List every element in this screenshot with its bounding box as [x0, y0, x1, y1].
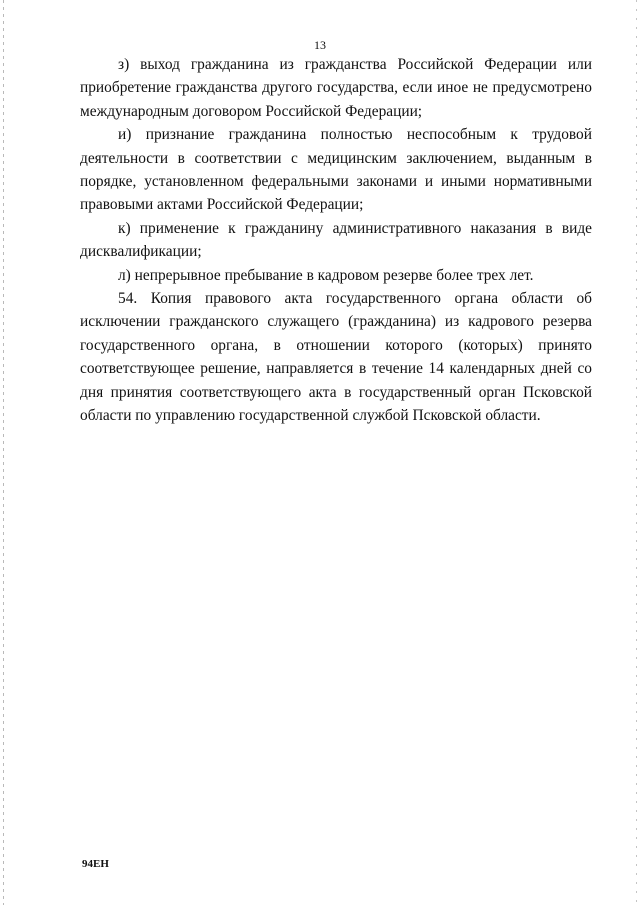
- scan-edge-right: [636, 0, 637, 905]
- paragraph-l: л) непрерывное пребывание в кадровом резерве более трех лет.: [118, 266, 534, 284]
- document-body: [80, 53, 592, 428]
- paragraph-z: з) выход гражданина из гражданства Российской Федерации или приобретение гражданства другого государства, если иное не предусмотрено международным договором Российской Федерации;: [80, 56, 592, 120]
- paragraph-54: 54. Копия правового акта государственного органа области об исключении гражданского служащего (гражданина) из кадрового резерва государственного органа, в отношении которого (которых) принято соответствующее решение, направляется в течение 14 календарных дней со дня принятия соответствующего акта в государственный орган Псковской области по управлению государственной службой Псковской области.: [80, 290, 592, 425]
- paragraph-k: к) применение к гражданину административного наказания в виде дисквалификации;: [80, 219, 592, 261]
- scan-edge-left: [3, 0, 4, 905]
- footer-code: 94ЕН: [82, 858, 109, 870]
- page-number: 13: [314, 38, 326, 52]
- paragraph-i: и) признание гражданина полностью неспособным к трудовой деятельности в соответствии с медицинским заключением, выданным в порядке, установленном федеральными законами и иными нормативными правовыми актами Российской Федерации;: [80, 126, 592, 214]
